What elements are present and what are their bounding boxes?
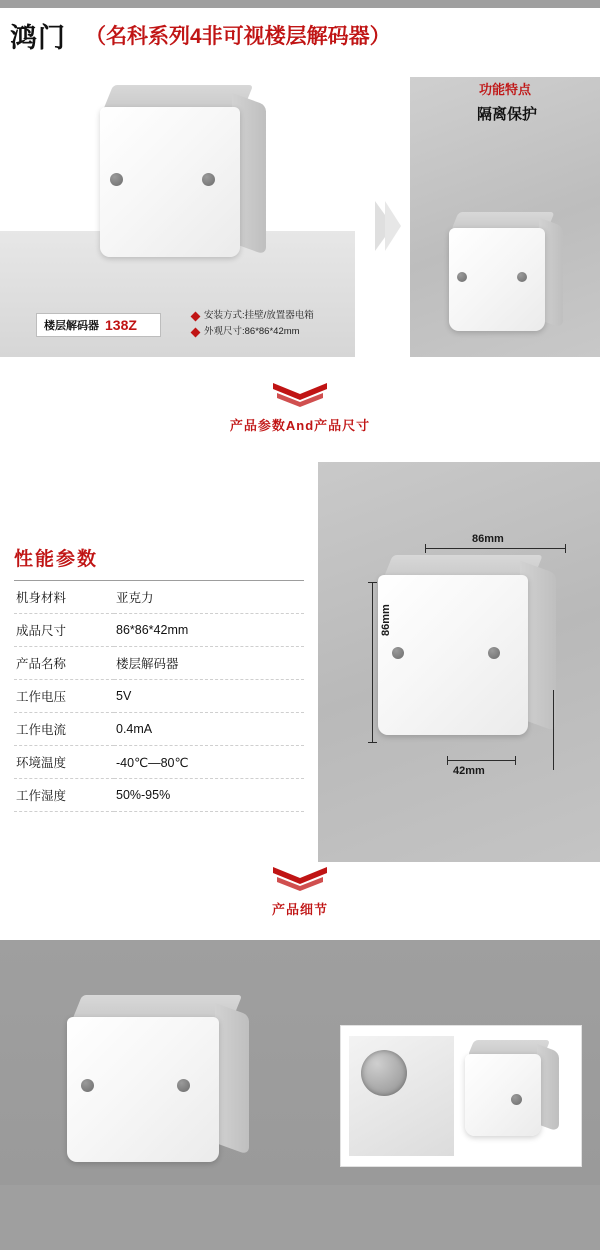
spec-key: 机身材料 bbox=[14, 581, 114, 614]
device-hole-right bbox=[517, 272, 527, 282]
product-image-feature bbox=[443, 212, 573, 352]
device-hole-left bbox=[392, 647, 404, 659]
spec-value: 亚克力 bbox=[114, 581, 304, 614]
chevron-down-icon bbox=[273, 383, 327, 409]
list-item bbox=[192, 310, 362, 322]
dimension-line-width bbox=[425, 548, 565, 549]
dimension-tick bbox=[447, 756, 448, 765]
spec-table bbox=[14, 580, 304, 812]
dimension-tick bbox=[425, 544, 426, 553]
separator-params bbox=[0, 383, 600, 434]
feature-subtitle: 隔离保护 bbox=[476, 106, 537, 123]
arrow-right-icon bbox=[373, 197, 401, 255]
model-badge-label: 楼层解码器 bbox=[44, 320, 99, 332]
spec-value: 楼层解码器 bbox=[114, 647, 304, 680]
product-image-closeup bbox=[461, 1040, 573, 1152]
table-row bbox=[14, 581, 304, 614]
device-hole-right bbox=[202, 173, 215, 186]
spec-value: 86*86*42mm bbox=[114, 614, 304, 647]
device-hole-right bbox=[511, 1094, 522, 1105]
spec-value: -40℃—80℃ bbox=[114, 746, 304, 779]
chevron-down-icon bbox=[273, 867, 327, 893]
page-title: （名科系列4非可视楼层解码器） bbox=[85, 25, 391, 48]
speaker-hole-icon bbox=[361, 1050, 407, 1096]
spec-key: 工作电压 bbox=[14, 680, 114, 713]
spec-key: 工作湿度 bbox=[14, 779, 114, 812]
brand-logo: 鸿门 bbox=[10, 23, 66, 53]
dimension-tick bbox=[368, 742, 377, 743]
dimension-label-depth: 42mm bbox=[453, 765, 485, 777]
spec-key: 成品尺寸 bbox=[14, 614, 114, 647]
spec-key: 环境温度 bbox=[14, 746, 114, 779]
product-image-detail bbox=[55, 995, 285, 1185]
spec-value: 0.4mA bbox=[114, 713, 304, 746]
dimension-guide bbox=[553, 690, 554, 770]
table-row bbox=[14, 614, 304, 647]
device-hole-right bbox=[177, 1079, 190, 1092]
table-row bbox=[14, 713, 304, 746]
table-row bbox=[14, 680, 304, 713]
spec-value: 50%-95% bbox=[114, 779, 304, 812]
device-hole-left bbox=[110, 173, 123, 186]
dimension-tick bbox=[565, 544, 566, 553]
dimension-label-width: 86mm bbox=[472, 533, 504, 545]
dimension-tick bbox=[368, 582, 377, 583]
dimension-line-height bbox=[372, 582, 373, 742]
separator-label: 产品细节 bbox=[271, 902, 328, 917]
device-hole-left bbox=[457, 272, 467, 282]
product-image-main bbox=[92, 85, 272, 290]
model-badge bbox=[36, 313, 161, 337]
separator-detail bbox=[0, 867, 600, 918]
dimension-tick bbox=[515, 756, 516, 765]
closeup-device-photo bbox=[461, 1040, 573, 1152]
separator-label: 产品参数And产品尺寸 bbox=[229, 418, 371, 433]
device-front-face bbox=[465, 1054, 541, 1136]
page-header bbox=[0, 8, 600, 52]
table-row bbox=[14, 779, 304, 812]
closeup-hole-photo bbox=[349, 1036, 454, 1156]
dimension-line-depth bbox=[447, 760, 515, 761]
dimension-label-height: 86mm bbox=[380, 604, 392, 636]
top-gray-bar bbox=[0, 0, 600, 8]
device-side-face bbox=[215, 1003, 249, 1155]
feature-title: 功能特点 bbox=[478, 82, 531, 97]
diamond-bullet-icon bbox=[191, 327, 201, 337]
table-row bbox=[14, 647, 304, 680]
bullet-text: 安装方式:挂壁/放置器电箱 bbox=[204, 310, 314, 321]
spec-value: 5V bbox=[114, 680, 304, 713]
bullet-text: 外观尺寸:86*86*42mm bbox=[204, 325, 300, 337]
spec-title: 性能参数 bbox=[14, 549, 99, 570]
hero-bullet-list bbox=[192, 310, 362, 342]
list-item bbox=[192, 326, 362, 338]
table-row bbox=[14, 746, 304, 779]
product-image-dimensions bbox=[370, 555, 570, 760]
device-hole-right bbox=[488, 647, 500, 659]
spec-key: 工作电流 bbox=[14, 713, 114, 746]
model-badge-value: 138Z bbox=[105, 317, 137, 333]
bottom-gray-bar bbox=[0, 1185, 600, 1250]
diamond-bullet-icon bbox=[191, 312, 201, 322]
device-hole-left bbox=[81, 1079, 94, 1092]
spec-key: 产品名称 bbox=[14, 647, 114, 680]
detail-closeup-card bbox=[340, 1025, 582, 1167]
